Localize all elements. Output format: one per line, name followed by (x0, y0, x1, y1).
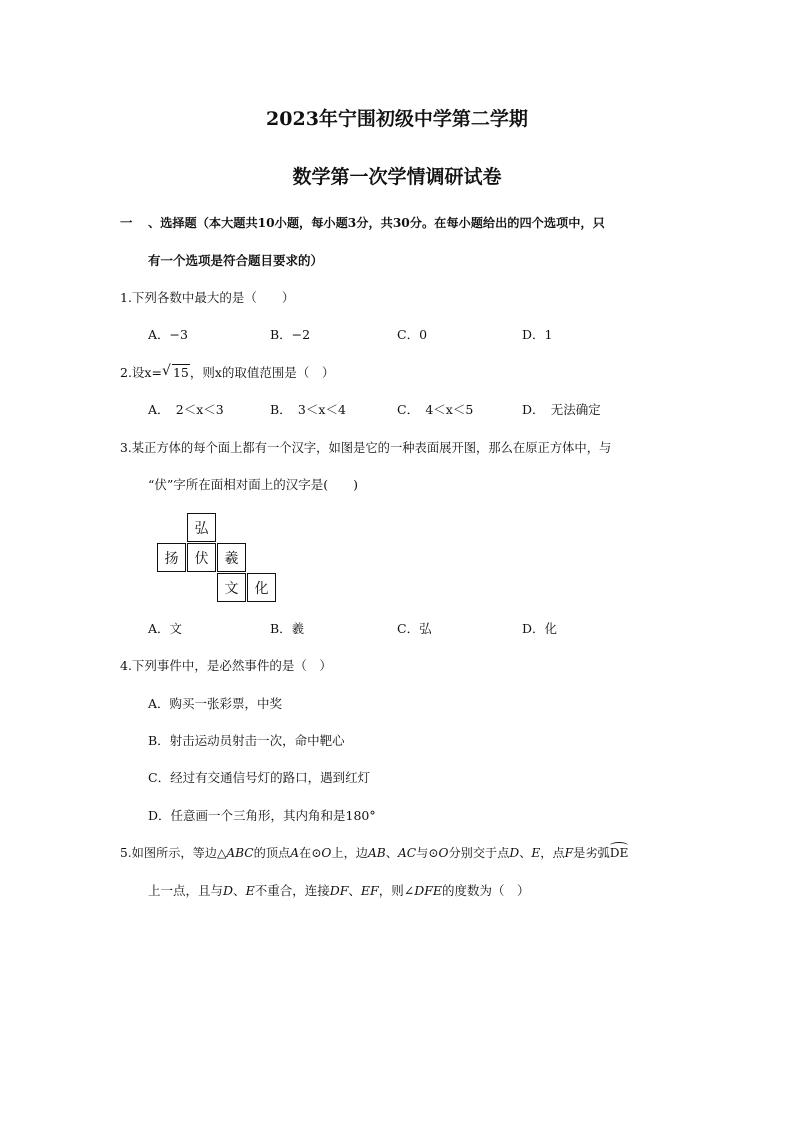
net-cell-right: 羲 (217, 543, 246, 572)
q5-var-df: DF (329, 883, 349, 898)
q5-text: 与⊙ (416, 846, 439, 860)
question-3-option-a: A．文 (148, 621, 183, 636)
question-3-option-c: C．弘 (397, 621, 432, 636)
sqrt-expression (162, 365, 190, 381)
question-3-stem-line1: 3.某正方体的每个面上都有一个汉字，如图是它的一种表面展开图，那么在原正方体中，与 (120, 441, 612, 455)
q5-var-a: A (290, 846, 300, 860)
q5-var-o: O (438, 846, 449, 860)
question-4-stem: 4.下列事件中，是必然事件的是（ ） (120, 658, 332, 673)
arc-de: DE (609, 846, 629, 860)
section-number: 一 (120, 215, 133, 230)
q5-var-e: E (531, 846, 541, 860)
net-cell-top: 弘 (187, 513, 216, 542)
question-3-option-d: D．化 (522, 621, 558, 636)
q5-text: 的顶点 (253, 846, 291, 860)
q5-text: 是劣弧 (573, 846, 610, 860)
question-2-stem (120, 365, 334, 381)
q5-text: 的度数为（ ） (442, 883, 530, 898)
q5-var-e: E (245, 883, 255, 898)
sqrt-sign-icon: √ (161, 363, 171, 379)
question-5-stem-line1 (120, 845, 628, 861)
section-heading-line2: 有一个选项是符合题目要求的） (148, 253, 324, 268)
q5-text: 在⊙ (299, 846, 322, 860)
net-cell-bottom-right: 化 (247, 573, 276, 602)
question-1-stem: 1.下列各数中最大的是（ ） (120, 290, 295, 305)
q5-var-abc: ABC (226, 846, 254, 860)
question-3-stem-line2: “伏”字所在面相对面上的汉字是( ) (148, 477, 359, 492)
question-5-stem-line2 (148, 883, 530, 899)
q5-text: 5.如图所示，等边△ (120, 846, 227, 860)
q5-var-o: O (321, 846, 332, 860)
section-heading-line1: 、选择题（本大题共10小题，每小题3分，共30分。在每小题给出的四个选项中，只 (148, 216, 605, 230)
net-cell-bottom-left: 文 (217, 573, 246, 602)
net-cell-left: 扬 (157, 543, 186, 572)
question-1-option-d: D．1 (522, 327, 553, 342)
question-3-option-b: B．羲 (270, 621, 305, 636)
question-2-option-d: D． 无法确定 (522, 402, 601, 417)
q5-var-d: D (509, 846, 520, 860)
q5-text: 上，边 (331, 846, 368, 860)
q5-text: 不重合，连接 (254, 883, 330, 898)
question-2-option-b: B． 3＜x＜4 (270, 402, 346, 417)
q5-text: 、 (348, 883, 361, 898)
q5-var-ac: AC (397, 846, 417, 860)
question-4-option-b: B．射击运动员射击一次，命中靶心 (148, 733, 345, 748)
q5-text: 分别交于点 (448, 846, 510, 860)
q5-var-f: F (564, 846, 574, 860)
q5-text: 、 (519, 846, 532, 860)
exam-title-line1: 2023年宁围初级中学第二学期 (266, 108, 528, 130)
q5-text: 、 (233, 883, 246, 898)
question-1-option-c: C．0 (397, 327, 428, 342)
question-1-option-b: B．−2 (270, 327, 311, 342)
question-2-stem-suffix: ，则x的取值范围是（ ） (189, 365, 335, 380)
question-4-option-d: D．任意画一个三角形，其内角和是180° (148, 808, 376, 823)
net-cell-middle: 伏 (187, 543, 216, 572)
question-4-option-a: A．购买一张彩票，中奖 (148, 696, 283, 711)
q5-var-d: D (223, 883, 234, 898)
q5-var-ab: AB (367, 846, 386, 860)
exam-title-line2: 数学第一次学情调研试卷 (292, 166, 502, 188)
q5-text: ，则∠ (378, 883, 415, 898)
cube-net-diagram (157, 513, 277, 605)
q5-text: ，点 (540, 846, 565, 860)
q5-var-dfe: DFE (414, 883, 443, 898)
question-2-stem-prefix: 2.设x= (120, 365, 162, 380)
sqrt-radicand: 15 (172, 365, 189, 380)
question-2-option-a: A． 2＜x＜3 (148, 402, 224, 417)
question-4-option-c: C．经过有交通信号灯的路口，遇到红灯 (148, 770, 371, 785)
q5-var-ef: EF (360, 883, 379, 898)
q5-text: 上一点，且与 (148, 883, 224, 898)
question-2-option-c: C． 4＜x＜5 (397, 402, 474, 417)
question-1-option-a: A．−3 (148, 327, 188, 342)
q5-text: 、 (385, 846, 398, 860)
